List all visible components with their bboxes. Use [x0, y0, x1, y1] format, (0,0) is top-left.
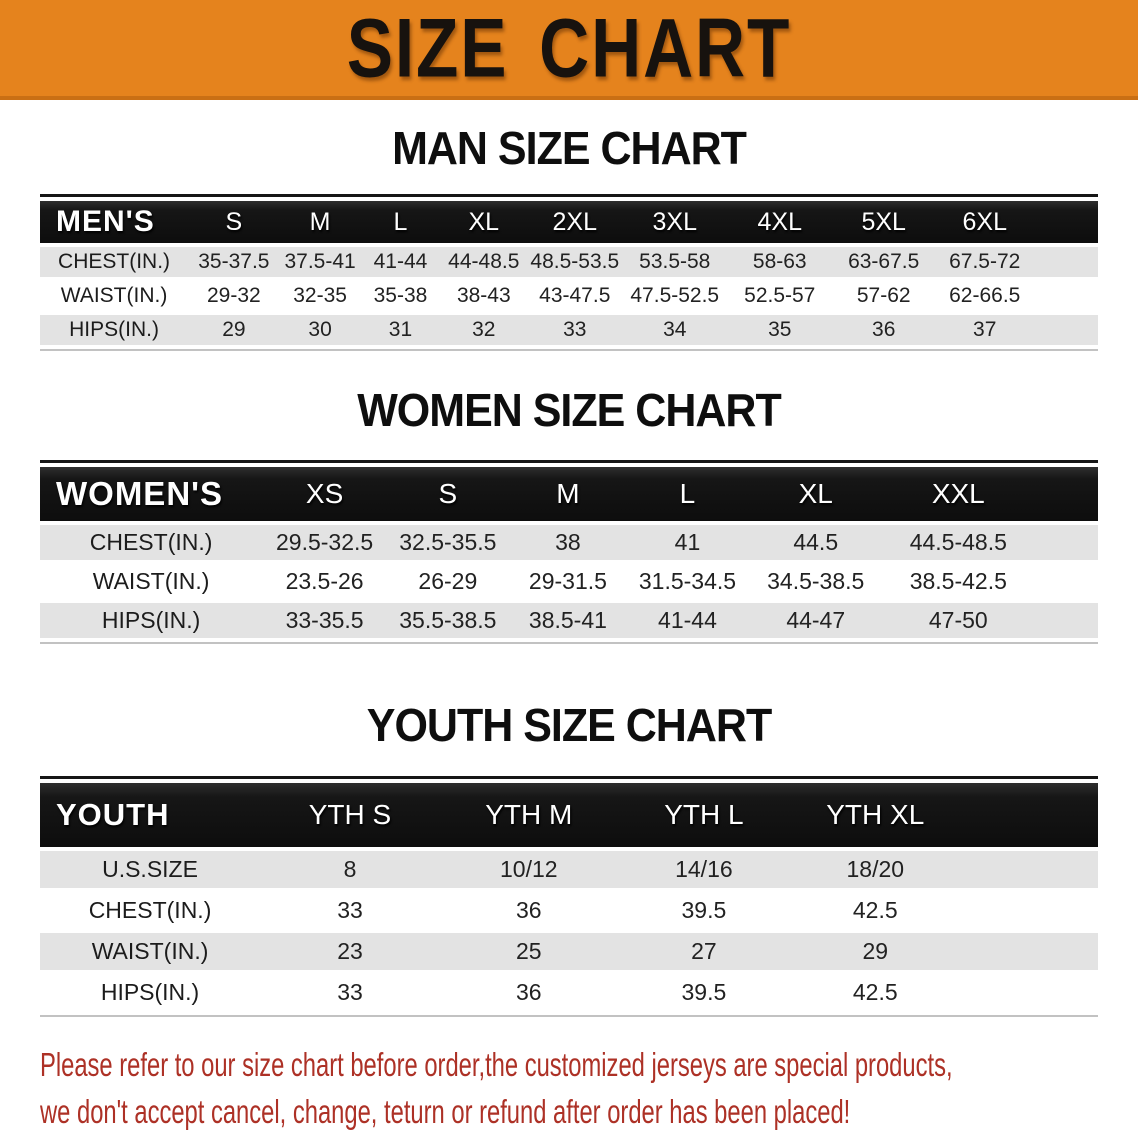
size-value-cell: 31 [361, 315, 441, 349]
row-label: CHEST(IN.) [40, 525, 262, 564]
size-value-cell: 36 [832, 315, 935, 349]
men-table-frame [40, 194, 1098, 351]
youth-size-section [0, 702, 1138, 1017]
size-value-cell: 48.5-53.5 [527, 247, 622, 281]
size-value-cell: 29 [790, 933, 960, 974]
size-value-cell: 37.5-41 [280, 247, 361, 281]
women-column-header-s: S [387, 467, 509, 525]
size-value-cell: 38.5-42.5 [884, 564, 1033, 603]
spacer-cell [960, 933, 1098, 974]
size-value-cell: 38-43 [440, 281, 527, 315]
men-column-header-m: M [280, 201, 361, 247]
size-value-cell: 53.5-58 [622, 247, 727, 281]
size-value-cell: 36 [440, 974, 618, 1015]
row-label: WAIST(IN.) [40, 933, 260, 974]
men-column-header-l: L [361, 201, 441, 247]
women-section-heading: WOMEN SIZE CHART [357, 385, 781, 437]
youth-column-header-yth-m: YTH M [440, 783, 618, 851]
size-value-cell: 38.5-41 [509, 603, 627, 642]
size-value-cell: 44-48.5 [440, 247, 527, 281]
content [0, 125, 1138, 1135]
order-notice [40, 1041, 1138, 1135]
women-header-row [40, 467, 1098, 525]
size-value-cell: 29 [188, 315, 280, 349]
page-title: SIZE CHART [346, 1, 792, 95]
size-value-cell: 43-47.5 [527, 281, 622, 315]
spacer-cell [960, 892, 1098, 933]
row-label: HIPS(IN.) [40, 603, 262, 642]
size-value-cell: 23 [260, 933, 440, 974]
spacer-cell [1033, 467, 1098, 525]
notice-line-2: we don't accept cancel, change, teturn or refund after order has been placed! [40, 1093, 851, 1130]
men-header-row [40, 201, 1098, 247]
size-value-cell: 35 [727, 315, 832, 349]
women-row-chest-in [40, 525, 1098, 564]
youth-column-header-yth-l: YTH L [618, 783, 790, 851]
women-row-hips-in [40, 603, 1098, 642]
size-value-cell: 29.5-32.5 [262, 525, 387, 564]
youth-row-hips-in [40, 974, 1098, 1015]
women-column-header-xxl: XXL [884, 467, 1033, 525]
size-value-cell: 42.5 [790, 974, 960, 1015]
size-value-cell: 34.5-38.5 [748, 564, 884, 603]
size-value-cell: 14/16 [618, 851, 790, 892]
row-label: WAIST(IN.) [40, 564, 262, 603]
size-value-cell: 38 [509, 525, 627, 564]
size-value-cell: 44.5 [748, 525, 884, 564]
size-value-cell: 33 [527, 315, 622, 349]
men-row-waist-in [40, 281, 1098, 315]
youth-column-header-yth-xl: YTH XL [790, 783, 960, 851]
size-value-cell: 37 [935, 315, 1034, 349]
men-size-section [0, 125, 1138, 351]
women-size-section [0, 387, 1138, 644]
row-label: CHEST(IN.) [40, 892, 260, 933]
youth-column-header-yth-s: YTH S [260, 783, 440, 851]
spacer-cell [1034, 315, 1098, 349]
men-row-chest-in [40, 247, 1098, 281]
youth-row-chest-in [40, 892, 1098, 933]
size-value-cell: 23.5-26 [262, 564, 387, 603]
row-label: WAIST(IN.) [40, 281, 188, 315]
size-value-cell: 31.5-34.5 [627, 564, 748, 603]
men-size-table [40, 201, 1098, 349]
men-column-header-5xl: 5XL [832, 201, 935, 247]
size-value-cell: 8 [260, 851, 440, 892]
women-column-header-l: L [627, 467, 748, 525]
size-sections [0, 125, 1138, 1017]
size-value-cell: 35-38 [361, 281, 441, 315]
men-row-hips-in [40, 315, 1098, 349]
row-label: HIPS(IN.) [40, 974, 260, 1015]
men-section-heading: MAN SIZE CHART [392, 123, 746, 175]
youth-size-table [40, 783, 1098, 1015]
size-value-cell: 25 [440, 933, 618, 974]
spacer-cell [960, 851, 1098, 892]
size-value-cell: 18/20 [790, 851, 960, 892]
spacer-cell [1034, 281, 1098, 315]
spacer-cell [960, 974, 1098, 1015]
women-table-frame [40, 460, 1098, 644]
size-value-cell: 57-62 [832, 281, 935, 315]
size-value-cell: 67.5-72 [935, 247, 1034, 281]
size-value-cell: 29-31.5 [509, 564, 627, 603]
size-value-cell: 41-44 [361, 247, 441, 281]
size-value-cell: 33-35.5 [262, 603, 387, 642]
size-value-cell: 47-50 [884, 603, 1033, 642]
size-value-cell: 30 [280, 315, 361, 349]
women-corner-label: WOMEN'S [40, 467, 262, 525]
youth-section-heading: YOUTH SIZE CHART [366, 700, 772, 752]
size-value-cell: 62-66.5 [935, 281, 1034, 315]
women-column-header-m: M [509, 467, 627, 525]
size-value-cell: 42.5 [790, 892, 960, 933]
size-value-cell: 10/12 [440, 851, 618, 892]
men-corner-label: MEN'S [40, 201, 188, 247]
size-value-cell: 39.5 [618, 892, 790, 933]
youth-row-u-s-size [40, 851, 1098, 892]
size-value-cell: 27 [618, 933, 790, 974]
men-column-header-3xl: 3XL [622, 201, 727, 247]
spacer-cell [1033, 603, 1098, 642]
women-column-header-xs: XS [262, 467, 387, 525]
size-value-cell: 41-44 [627, 603, 748, 642]
spacer-cell [1033, 564, 1098, 603]
notice-line-1: Please refer to our size chart before order,the customized jerseys are special products, [40, 1046, 953, 1083]
women-size-table [40, 467, 1098, 642]
men-column-header-xl: XL [440, 201, 527, 247]
row-label: HIPS(IN.) [40, 315, 188, 349]
size-value-cell: 29-32 [188, 281, 280, 315]
spacer-cell [1034, 201, 1098, 247]
size-value-cell: 32-35 [280, 281, 361, 315]
size-value-cell: 52.5-57 [727, 281, 832, 315]
row-label: U.S.SIZE [40, 851, 260, 892]
spacer-cell [1034, 247, 1098, 281]
spacer-cell [1033, 525, 1098, 564]
youth-row-waist-in [40, 933, 1098, 974]
men-column-header-4xl: 4XL [727, 201, 832, 247]
size-value-cell: 35-37.5 [188, 247, 280, 281]
size-value-cell: 58-63 [727, 247, 832, 281]
row-label: CHEST(IN.) [40, 247, 188, 281]
youth-header-row [40, 783, 1098, 851]
size-value-cell: 36 [440, 892, 618, 933]
size-value-cell: 41 [627, 525, 748, 564]
men-column-header-6xl: 6XL [935, 201, 1034, 247]
size-value-cell: 26-29 [387, 564, 509, 603]
size-value-cell: 44.5-48.5 [884, 525, 1033, 564]
youth-table-frame [40, 776, 1098, 1017]
banner [0, 0, 1138, 100]
size-value-cell: 32 [440, 315, 527, 349]
size-value-cell: 33 [260, 974, 440, 1015]
size-value-cell: 63-67.5 [832, 247, 935, 281]
men-column-header-s: S [188, 201, 280, 247]
size-value-cell: 39.5 [618, 974, 790, 1015]
youth-corner-label: YOUTH [40, 783, 260, 851]
size-value-cell: 47.5-52.5 [622, 281, 727, 315]
size-value-cell: 32.5-35.5 [387, 525, 509, 564]
women-row-waist-in [40, 564, 1098, 603]
size-value-cell: 34 [622, 315, 727, 349]
men-column-header-2xl: 2XL [527, 201, 622, 247]
size-value-cell: 33 [260, 892, 440, 933]
size-value-cell: 44-47 [748, 603, 884, 642]
women-column-header-xl: XL [748, 467, 884, 525]
size-value-cell: 35.5-38.5 [387, 603, 509, 642]
spacer-cell [960, 783, 1098, 851]
